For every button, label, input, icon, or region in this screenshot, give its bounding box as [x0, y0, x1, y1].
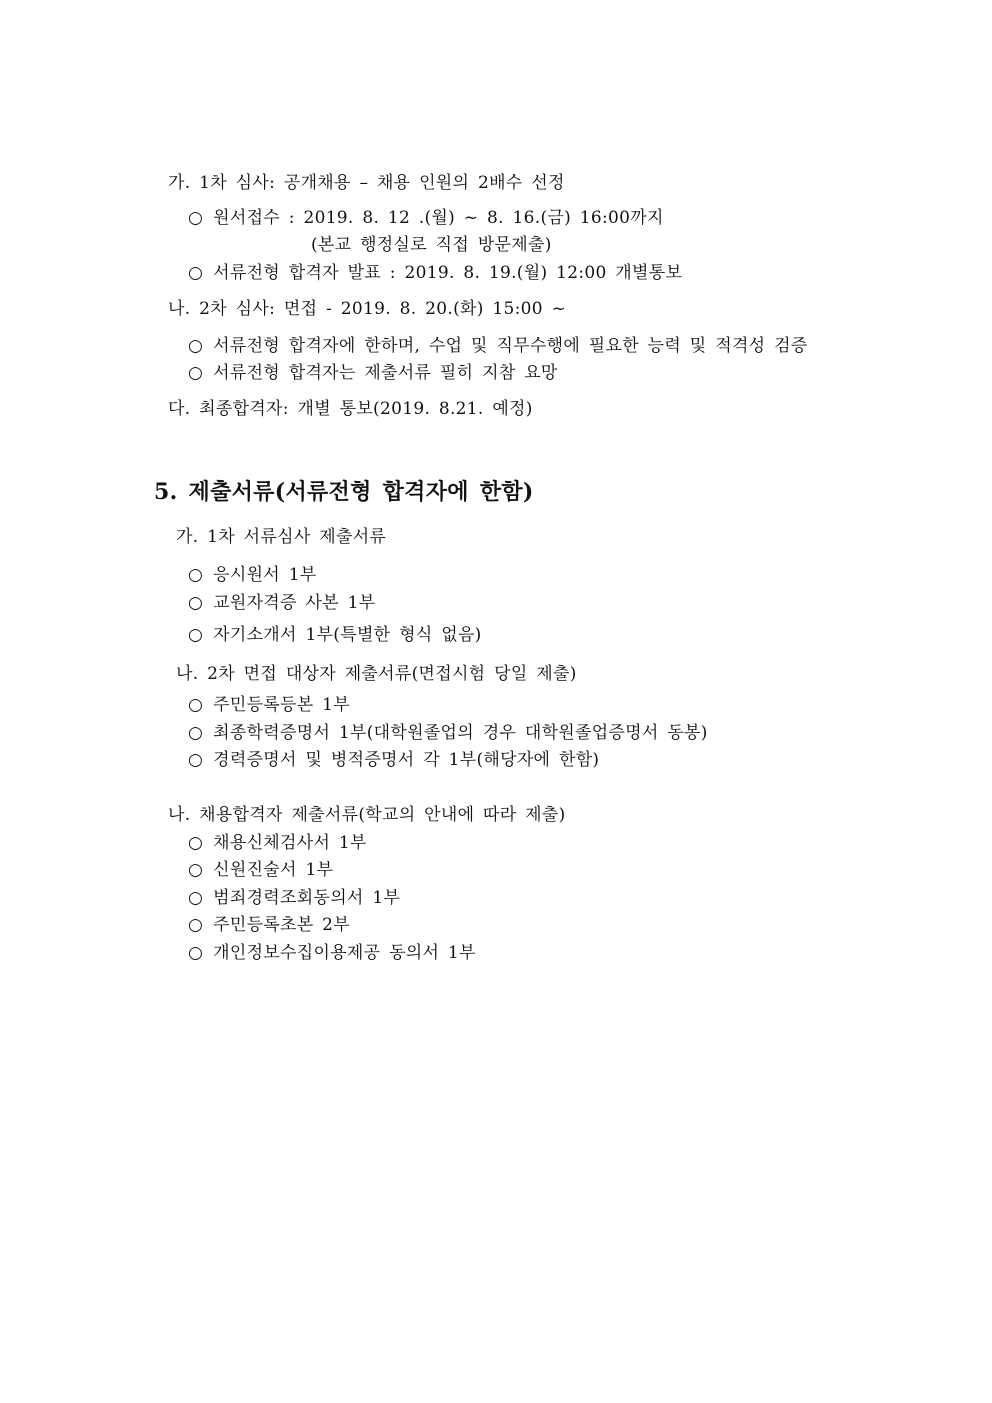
submission-method-text: (본교 행정실로 직접 방문제출)	[311, 235, 552, 255]
list-item	[188, 262, 682, 284]
list-item	[188, 942, 476, 964]
list-item	[188, 335, 808, 357]
bring-documents-text: 서류전형 합격자는 제출서류 필히 지참 요망	[213, 363, 558, 383]
list-item	[188, 887, 400, 909]
document-item-text: 응시원서 1부	[213, 565, 317, 585]
document-item-text: 채용신체검사서 1부	[213, 833, 367, 853]
final-result-heading: 다. 최종합격자: 개별 통보(2019. 8.21. 예정)	[168, 399, 533, 419]
application-period-text: 원서접수 : 2019. 8. 12 .(월) ~ 8. 16.(금) 16:00까지	[213, 208, 664, 228]
circle-bullet-icon: ○	[188, 833, 204, 853]
section-5-title: 5. 제출서류(서류전형 합격자에 한함)	[154, 479, 534, 505]
circle-bullet-icon: ○	[188, 336, 204, 356]
list-item	[188, 694, 350, 716]
document-item-text: 교원자격증 사본 1부	[213, 593, 376, 613]
list-item	[188, 564, 317, 586]
circle-bullet-icon: ○	[188, 943, 204, 963]
document-item-text: 자기소개서 1부(특별한 형식 없음)	[213, 625, 482, 645]
circle-bullet-icon: ○	[188, 860, 204, 880]
document-item-text: 최종학력증명서 1부(대학원졸업의 경우 대학원졸업증명서 동봉)	[213, 723, 708, 743]
document-item-text: 주민등록등본 1부	[213, 695, 351, 715]
documents-3-heading: 나. 채용합격자 제출서류(학교의 안내에 따라 제출)	[168, 805, 566, 825]
list-item	[188, 832, 367, 854]
list-item	[188, 207, 664, 229]
document-item-text: 신원진술서 1부	[213, 860, 334, 880]
circle-bullet-icon: ○	[188, 695, 204, 715]
list-item	[188, 592, 375, 614]
circle-bullet-icon: ○	[188, 565, 204, 585]
circle-bullet-icon: ○	[188, 915, 204, 935]
circle-bullet-icon: ○	[188, 750, 204, 770]
circle-bullet-icon: ○	[188, 593, 204, 613]
documents-1-heading: 가. 1차 서류심사 제출서류	[176, 527, 387, 547]
list-item	[188, 859, 333, 881]
document-item-text: 경력증명서 및 병적증명서 각 1부(해당자에 한함)	[213, 750, 600, 770]
document-item-text: 주민등록초본 2부	[213, 915, 351, 935]
circle-bullet-icon: ○	[188, 263, 204, 283]
list-item	[188, 362, 558, 384]
list-item	[188, 914, 350, 936]
circle-bullet-icon: ○	[188, 363, 204, 383]
document-result-announcement-text: 서류전형 합격자 발표 : 2019. 8. 19.(월) 12:00 개별통보	[213, 263, 683, 283]
screening-2-heading: 나. 2차 심사: 면접 - 2019. 8. 20.(화) 15:00 ~	[168, 299, 567, 319]
documents-2-heading: 나. 2차 면접 대상자 제출서류(면접시험 당일 제출)	[176, 664, 577, 684]
list-item	[188, 722, 708, 744]
circle-bullet-icon: ○	[188, 723, 204, 743]
interview-scope-text: 서류전형 합격자에 한하며, 수업 및 직무수행에 필요한 능력 및 적격성 검증	[213, 336, 808, 356]
screening-1-heading: 가. 1차 심사: 공개채용 – 채용 인원의 2배수 선정	[168, 173, 565, 193]
circle-bullet-icon: ○	[188, 625, 204, 645]
circle-bullet-icon: ○	[188, 208, 204, 228]
list-item	[188, 749, 599, 771]
document-item-text: 개인정보수집이용제공 동의서 1부	[213, 943, 476, 963]
circle-bullet-icon: ○	[188, 888, 204, 908]
list-item	[188, 624, 482, 646]
document-item-text: 범죄경력조회동의서 1부	[213, 888, 401, 908]
